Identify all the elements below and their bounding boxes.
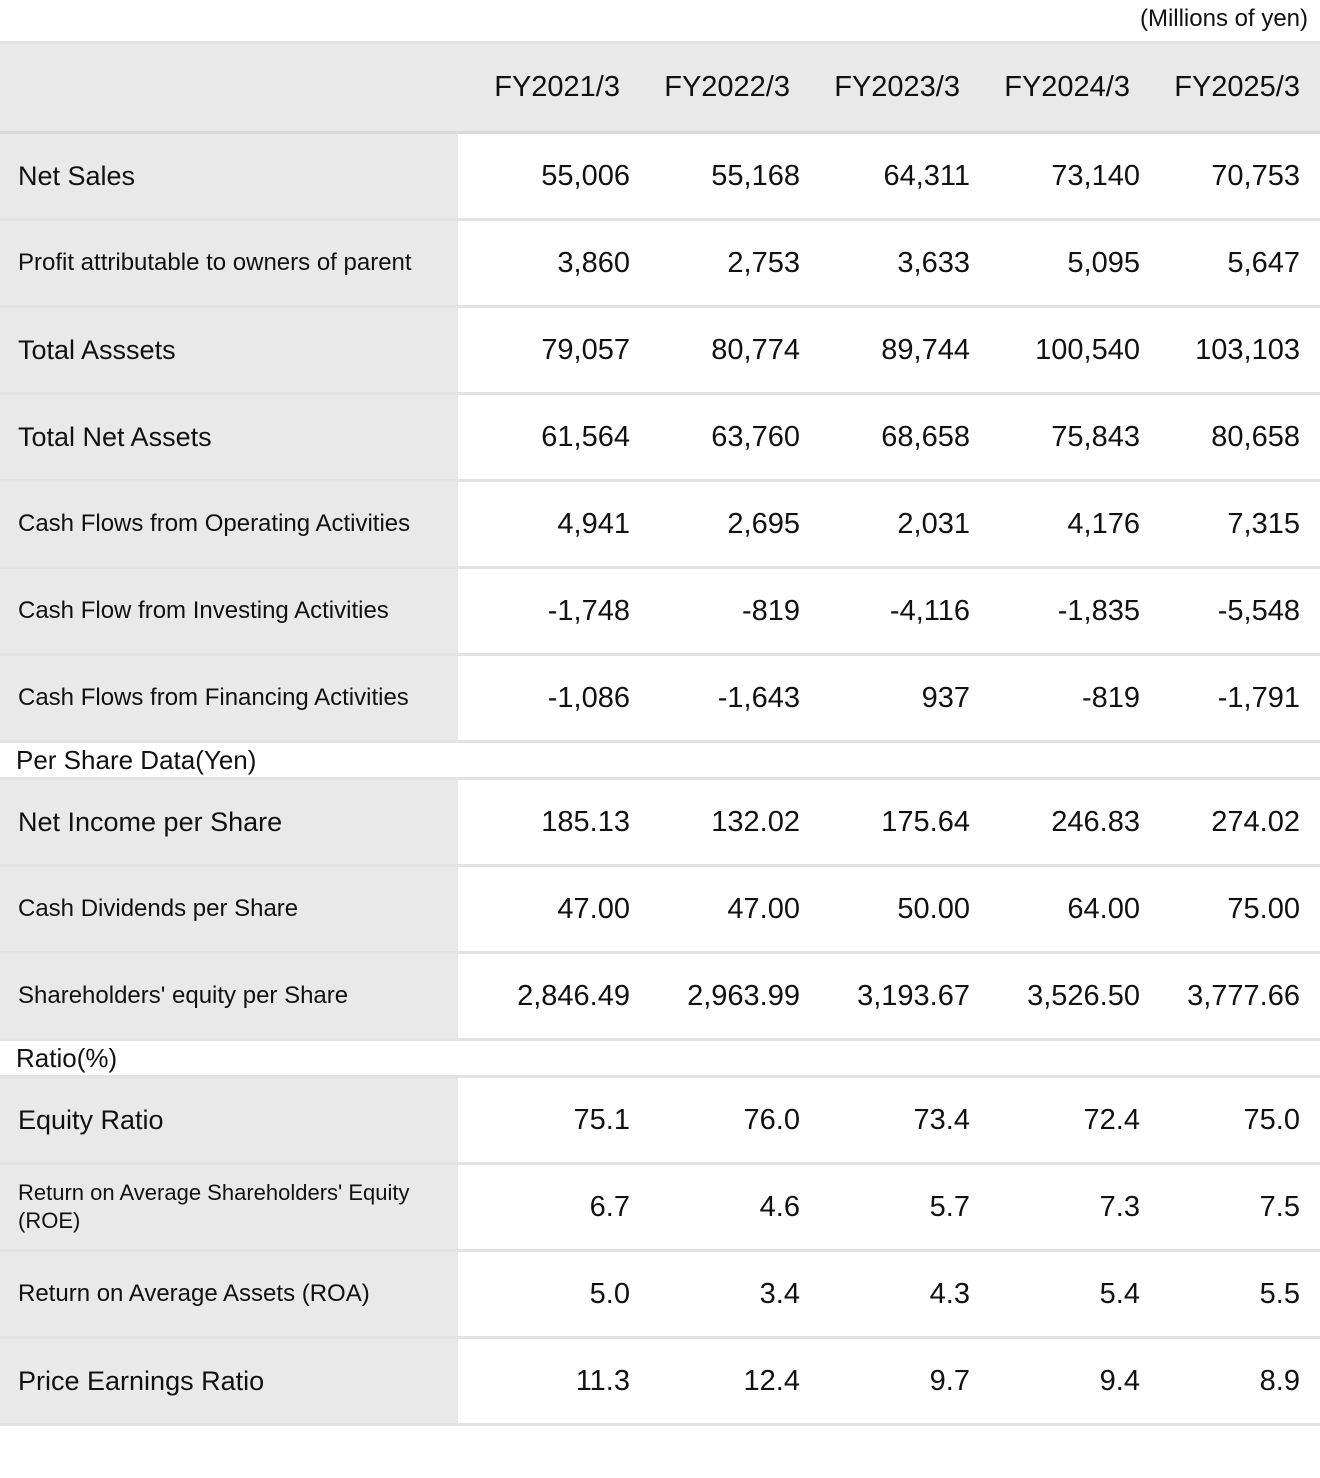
cell-value: 72.4: [980, 1077, 1150, 1164]
cell-value: 70,753: [1150, 133, 1320, 220]
section-title: Ratio(%): [0, 1040, 1320, 1077]
cell-value: 61,564: [458, 394, 640, 481]
cell-value: 63,760: [640, 394, 810, 481]
cell-value: 100,540: [980, 307, 1150, 394]
cell-value: 5,095: [980, 220, 1150, 307]
section-per-share: [0, 742, 1320, 779]
cell-value: 8.9: [1150, 1338, 1320, 1425]
cell-value: -1,748: [458, 568, 640, 655]
cell-value: 80,658: [1150, 394, 1320, 481]
row-label: Net Income per Share: [0, 779, 458, 866]
cell-value: 4,176: [980, 481, 1150, 568]
table-row-total-net-assets: [0, 394, 1320, 481]
cell-value: 3,633: [810, 220, 980, 307]
table-row-equity-per-share: [0, 953, 1320, 1040]
row-label: Price Earnings Ratio: [0, 1338, 458, 1425]
table-row-operating-cf: [0, 481, 1320, 568]
section-ratio: [0, 1040, 1320, 1077]
cell-value: -819: [640, 568, 810, 655]
table-row-net-sales: [0, 133, 1320, 220]
header-blank-cell: [0, 44, 458, 133]
cell-value: 9.4: [980, 1338, 1150, 1425]
cell-value: 75.00: [1150, 866, 1320, 953]
cell-value: 2,846.49: [458, 953, 640, 1040]
cell-value: -4,116: [810, 568, 980, 655]
cell-value: 64,311: [810, 133, 980, 220]
year-header: FY2024/3: [980, 44, 1150, 133]
cell-value: 5.5: [1150, 1251, 1320, 1338]
cell-value: 5.0: [458, 1251, 640, 1338]
cell-value: 9.7: [810, 1338, 980, 1425]
row-label: Return on Average Assets (ROA): [0, 1251, 458, 1338]
cell-value: 4.6: [640, 1164, 810, 1251]
row-label: Return on Average Shareholders' Equity (ROE): [0, 1164, 458, 1251]
year-header: FY2023/3: [810, 44, 980, 133]
cell-value: -1,835: [980, 568, 1150, 655]
cell-value: 12.4: [640, 1338, 810, 1425]
year-header: FY2022/3: [640, 44, 810, 133]
row-label: Net Sales: [0, 133, 458, 220]
cell-value: 7,315: [1150, 481, 1320, 568]
cell-value: 73.4: [810, 1077, 980, 1164]
cell-value: 937: [810, 655, 980, 742]
row-label: Total Net Assets: [0, 394, 458, 481]
cell-value: 47.00: [458, 866, 640, 953]
cell-value: 75,843: [980, 394, 1150, 481]
cell-value: 55,006: [458, 133, 640, 220]
section-title: Per Share Data(Yen): [0, 742, 1320, 779]
table-row-per: [0, 1338, 1320, 1425]
table-row-equity-ratio: [0, 1077, 1320, 1164]
table-row-profit: [0, 220, 1320, 307]
cell-value: 55,168: [640, 133, 810, 220]
table-row-investing-cf: [0, 568, 1320, 655]
cell-value: 5,647: [1150, 220, 1320, 307]
cell-value: 11.3: [458, 1338, 640, 1425]
cell-value: 4,941: [458, 481, 640, 568]
cell-value: 3.4: [640, 1251, 810, 1338]
cell-value: 75.1: [458, 1077, 640, 1164]
cell-value: 3,193.67: [810, 953, 980, 1040]
cell-value: 2,031: [810, 481, 980, 568]
row-label: Profit attributable to owners of parent: [0, 220, 458, 307]
cell-value: 79,057: [458, 307, 640, 394]
cell-value: 103,103: [1150, 307, 1320, 394]
cell-value: -819: [980, 655, 1150, 742]
cell-value: 50.00: [810, 866, 980, 953]
cell-value: 64.00: [980, 866, 1150, 953]
cell-value: 73,140: [980, 133, 1150, 220]
cell-value: -5,548: [1150, 568, 1320, 655]
cell-value: 75.0: [1150, 1077, 1320, 1164]
cell-value: 76.0: [640, 1077, 810, 1164]
table-row-net-income-per-share: [0, 779, 1320, 866]
table-row-dividends-per-share: [0, 866, 1320, 953]
cell-value: 89,744: [810, 307, 980, 394]
cell-value: 3,860: [458, 220, 640, 307]
header-row: [0, 44, 1320, 133]
table-row-financing-cf: [0, 655, 1320, 742]
cell-value: 5.7: [810, 1164, 980, 1251]
year-header: FY2021/3: [458, 44, 640, 133]
cell-value: 7.5: [1150, 1164, 1320, 1251]
cell-value: -1,086: [458, 655, 640, 742]
row-label: Total Asssets: [0, 307, 458, 394]
cell-value: 246.83: [980, 779, 1150, 866]
cell-value: -1,791: [1150, 655, 1320, 742]
cell-value: 2,963.99: [640, 953, 810, 1040]
cell-value: 4.3: [810, 1251, 980, 1338]
cell-value: 6.7: [458, 1164, 640, 1251]
cell-value: 274.02: [1150, 779, 1320, 866]
cell-value: 132.02: [640, 779, 810, 866]
financial-highlights-table: [0, 44, 1320, 1426]
row-label: Cash Flow from Investing Activities: [0, 568, 458, 655]
table-row-roe: [0, 1164, 1320, 1251]
cell-value: -1,643: [640, 655, 810, 742]
cell-value: 2,695: [640, 481, 810, 568]
units-note: (Millions of yen): [0, 0, 1320, 44]
cell-value: 80,774: [640, 307, 810, 394]
cell-value: 175.64: [810, 779, 980, 866]
year-header: FY2025/3: [1150, 44, 1320, 133]
table-row-roa: [0, 1251, 1320, 1338]
row-label: Cash Flows from Operating Activities: [0, 481, 458, 568]
cell-value: 68,658: [810, 394, 980, 481]
cell-value: 5.4: [980, 1251, 1150, 1338]
row-label: Cash Flows from Financing Activities: [0, 655, 458, 742]
row-label: Shareholders' equity per Share: [0, 953, 458, 1040]
row-label: Cash Dividends per Share: [0, 866, 458, 953]
cell-value: 3,777.66: [1150, 953, 1320, 1040]
cell-value: 7.3: [980, 1164, 1150, 1251]
row-label: Equity Ratio: [0, 1077, 458, 1164]
cell-value: 47.00: [640, 866, 810, 953]
cell-value: 2,753: [640, 220, 810, 307]
cell-value: 185.13: [458, 779, 640, 866]
table-row-total-assets: [0, 307, 1320, 394]
cell-value: 3,526.50: [980, 953, 1150, 1040]
